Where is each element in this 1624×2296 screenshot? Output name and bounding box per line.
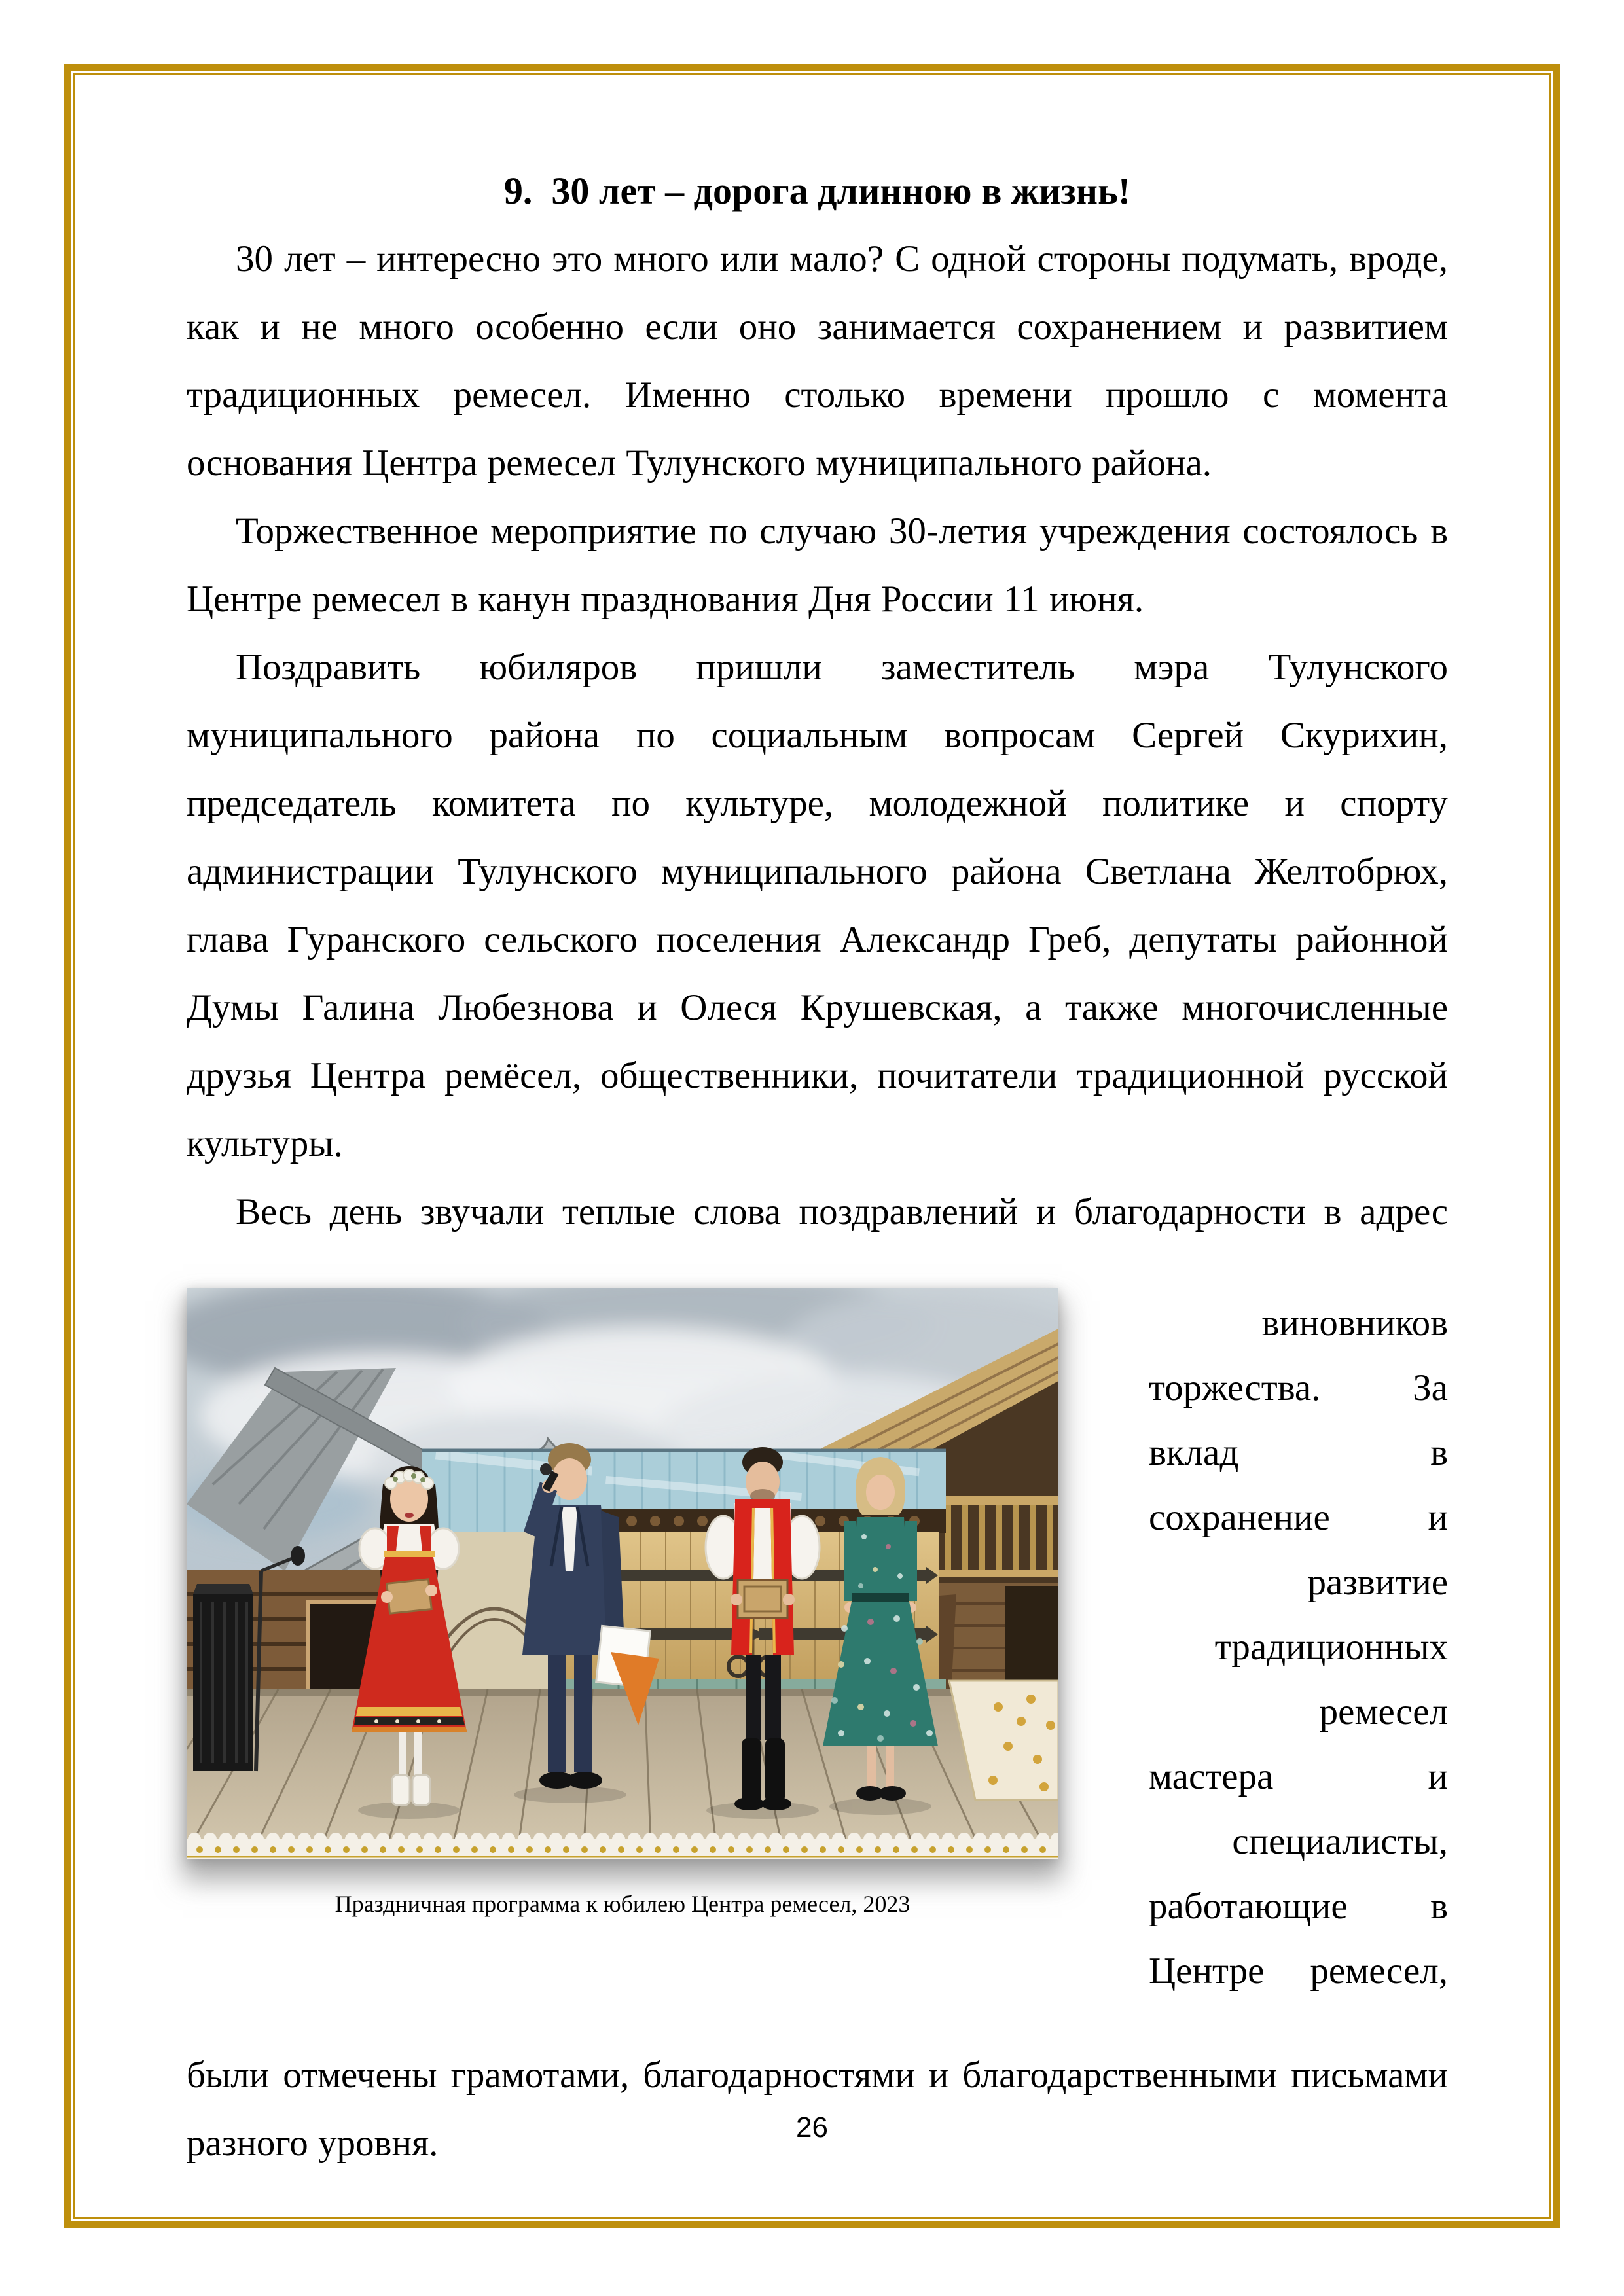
wrapped-line: специалисты, [1232, 1821, 1448, 1862]
paragraph-5: были отмечены грамотами, благодарностями и благодарственными письмами разного уровня. [187, 2054, 1448, 2164]
page-number: 26 [796, 2111, 828, 2144]
wrapped-line: вклад в [1149, 1432, 1448, 1473]
wrapped-line: ремесел [1319, 1691, 1448, 1732]
paragraph-1: 30 лет – интересно это много или мало? С одной стороны подумать, вроде, как и не много особенно если оно занимается сохранением и развитием традиционных ремесел. Именно столько времени прошло с момента основания Центра ремесел Тулунского муниципального района. [187, 238, 1448, 484]
wrapped-line: виновников [1261, 1302, 1448, 1344]
photo-text-row [187, 1288, 1448, 2003]
festival-photo [187, 1288, 1058, 1859]
wrapped-line: развитие [1307, 1562, 1448, 1603]
wrapped-line: традиционных [1214, 1626, 1448, 1668]
page-title: 9. 30 лет – дорога длинною в жизнь! [503, 170, 1131, 212]
wrapped-line: работающие в [1149, 1886, 1448, 1927]
photo-figure [187, 1288, 1058, 1918]
wrapped-line: сохранение и [1149, 1497, 1448, 1538]
paragraph-3: Поздравить юбиляров пришли заместитель мэра Тулунского муниципального района по социальным вопросам Сергей Скурихин, председатель комитета по культуре, молодежной политике и спорту администрации Тулунского муниципального района Светлана Желтобрюх, глава Гуранского сельского поселения Александр Греб, депутаты районной Думы Галина Любезнова и Олеся Крушевская, а также многочисленные друзья Центра ремёсел, общественники, почитатели традиционной русской культуры. [187, 647, 1448, 1164]
wrapped-line: Центре ремесел, [1149, 1950, 1448, 1992]
festival-photo-illustration [187, 1288, 1058, 1859]
page-content [187, 157, 1448, 2178]
wrapped-line: мастера и [1149, 1756, 1448, 1797]
paragraph-4-first-line: Весь день звучали теплые слова поздравлений и благодарности в адрес [236, 1191, 1448, 1232]
paragraph-2: Торжественное мероприятие по случаю 30-летия учреждения состоялось в Центре ремесел в канун празднования Дня России 11 июня. [187, 511, 1448, 620]
wrapped-text-column [1149, 1288, 1448, 2003]
photo-caption: Праздничная программа к юбилею Центра ремесел, 2023 [334, 1891, 911, 1917]
wrapped-line: торжества. За [1149, 1367, 1448, 1408]
